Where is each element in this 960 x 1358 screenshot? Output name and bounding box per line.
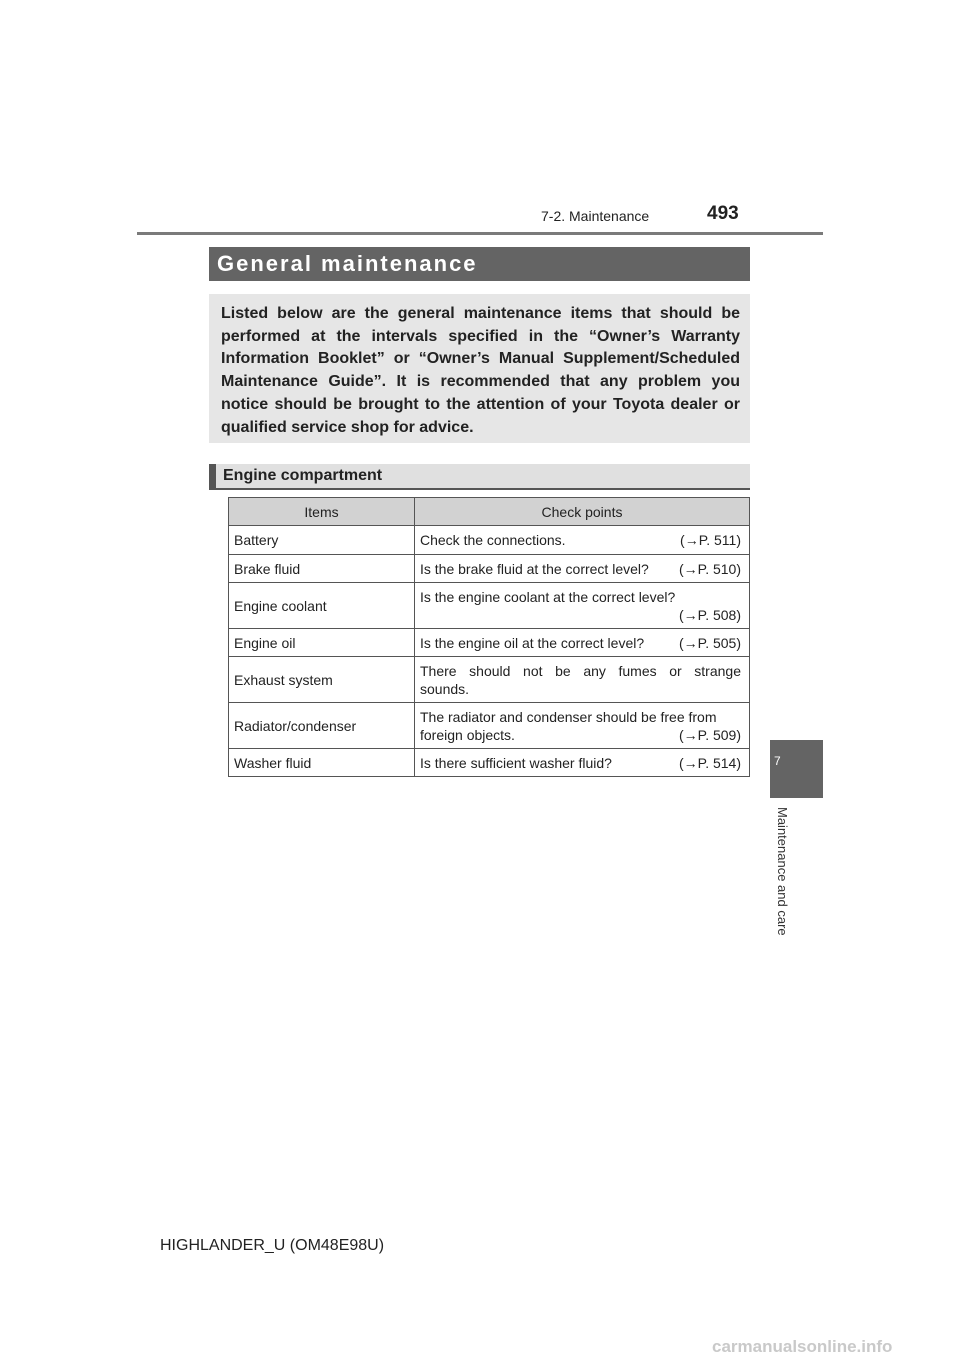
section-title-banner: General maintenance — [209, 247, 750, 281]
table-cell-check — [415, 749, 750, 777]
check-text: Is the engine coolant at the correct level? — [420, 588, 676, 605]
page-reference-link[interactable]: (→P. 514) — [679, 754, 741, 771]
column-header-items: Items — [229, 498, 415, 526]
table-row — [229, 657, 750, 703]
chapter-tab-number: 7 — [774, 754, 781, 768]
table-cell-item: Radiator/condenser — [229, 703, 415, 749]
intro-box — [209, 294, 750, 443]
table-cell-check — [415, 583, 750, 629]
table-cell-check — [415, 629, 750, 657]
maintenance-table — [228, 497, 750, 777]
chapter-tab[interactable] — [770, 740, 823, 798]
page-reference-link[interactable]: (→P. 505) — [679, 634, 741, 651]
check-text-line: The radiator and condenser should be free from — [420, 708, 717, 725]
check-text: Is there sufficient washer fluid? — [420, 754, 612, 771]
table-cell-check — [415, 555, 750, 583]
subsection-heading: Engine compartment — [209, 464, 750, 490]
table-row — [229, 526, 750, 555]
table-cell-item: Engine oil — [229, 629, 415, 657]
page-reference-link[interactable]: (→P. 511) — [680, 532, 741, 548]
table-header-row — [229, 498, 750, 526]
check-text-line: foreign objects. — [420, 726, 515, 743]
table-cell-item: Washer fluid — [229, 749, 415, 777]
table-cell-item: Exhaust system — [229, 657, 415, 703]
intro-paragraph: Listed below are the general maintenance items that should be performed at the intervals specified in the “Owner’s Warranty Information Booklet” or “Owner’s Manual Supplement/Scheduled Maintenance Guide”. It is recommended that any problem you notice should be brought to the attention of your Toyota dealer or qualified service shop for advice. — [221, 305, 740, 436]
page-reference-link[interactable]: (→P. 509) — [679, 726, 741, 743]
table-cell-check — [415, 703, 750, 749]
check-text: Is the brake fluid at the correct level? — [420, 560, 649, 577]
table-cell-item: Engine coolant — [229, 583, 415, 629]
page-reference-link[interactable]: (→P. 510) — [679, 560, 741, 577]
page-reference-link[interactable]: (→P. 508) — [679, 606, 741, 623]
table-cell-check — [415, 526, 750, 555]
table-cell-check — [415, 657, 750, 703]
table-row — [229, 583, 750, 629]
table-cell-item: Brake fluid — [229, 555, 415, 583]
column-header-check-points: Check points — [415, 498, 750, 526]
check-text: Is the engine oil at the correct level? — [420, 634, 645, 651]
header-section-title: 7-2. Maintenance — [541, 208, 650, 224]
chapter-tab-label: Maintenance and care — [775, 807, 790, 936]
header-divider — [137, 232, 823, 235]
check-text: Check the connections. — [420, 532, 566, 548]
check-text-line: There should not be any fumes or strange — [420, 662, 741, 679]
table-cell-item: Battery — [229, 526, 415, 555]
footer-document-id: HIGHLANDER_U (OM48E98U) — [160, 1237, 385, 1254]
table-row — [229, 555, 750, 583]
check-text-line: sounds. — [420, 680, 470, 697]
watermark: carmanualsonline.info — [712, 1337, 893, 1356]
table-row — [229, 749, 750, 777]
table-row — [229, 629, 750, 657]
page-number: 493 — [707, 203, 739, 224]
table-row — [229, 703, 750, 749]
